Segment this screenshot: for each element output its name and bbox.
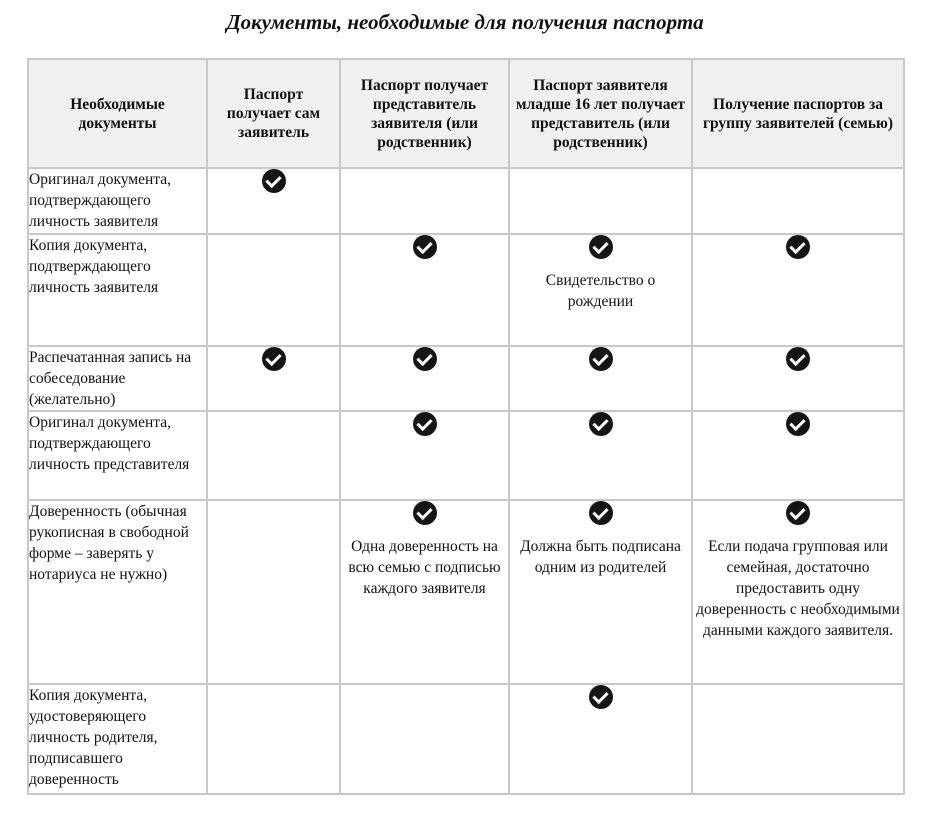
header-required-documents: Необходимые документы	[28, 59, 207, 168]
cell-group-family	[692, 684, 904, 794]
cell-representative	[340, 411, 509, 500]
cell-under-16	[509, 684, 692, 794]
cell-group-family	[692, 234, 904, 346]
check-circle-icon	[589, 412, 613, 436]
cell-under-16	[509, 168, 692, 234]
check-circle-icon	[262, 169, 286, 193]
check-circle-icon	[589, 347, 613, 371]
cell-representative	[340, 346, 509, 411]
header-applicant-self: Паспорт получает сам заявитель	[207, 59, 340, 168]
check-circle-icon	[262, 347, 286, 371]
header-row	[28, 59, 904, 168]
table-row	[28, 168, 904, 234]
row-label: Распечатанная запись на собеседование (желательно)	[28, 346, 207, 411]
cell-applicant-self	[207, 234, 340, 346]
row-label: Оригинал документа, подтверждающего личность заявителя	[28, 168, 207, 234]
cell-representative	[340, 168, 509, 234]
cell-applicant-self	[207, 411, 340, 500]
cell-applicant-self	[207, 500, 340, 684]
cell-group-family	[692, 346, 904, 411]
cell-note: Если подача групповая или семейная, достаточно предоставить одну доверенность с необходимыми данными каждого заявителя.	[696, 538, 900, 639]
cell-under-16	[509, 411, 692, 500]
cell-applicant-self	[207, 684, 340, 794]
check-circle-icon	[786, 347, 810, 371]
header-under-16: Паспорт заявителя младше 16 лет получает представитель (или родственник)	[509, 59, 692, 168]
table-row	[28, 234, 904, 346]
row-label: Копия документа, подтверждающего личность заявителя	[28, 234, 207, 346]
table-row	[28, 411, 904, 500]
cell-group-family	[692, 168, 904, 234]
cell-under-16	[509, 346, 692, 411]
table-row	[28, 500, 904, 684]
cell-note: Одна доверенность на всю семью с подписью каждого заявителя	[348, 538, 501, 597]
row-label: Оригинал документа, подтверждающего личность представителя	[28, 411, 207, 500]
cell-representative	[340, 234, 509, 346]
check-circle-icon	[589, 685, 613, 709]
row-label: Доверенность (обычная рукописная в свободной форме – заверять у нотариуса не нужно)	[28, 500, 207, 684]
documents-table	[27, 58, 905, 795]
cell-under-16	[509, 500, 692, 684]
cell-applicant-self	[207, 346, 340, 411]
header-representative: Паспорт получает представитель заявителя (или родственник)	[340, 59, 509, 168]
page-title: Документы, необходимые для получения паспорта	[226, 10, 704, 34]
cell-note: Должна быть подписана одним из родителей	[520, 538, 681, 576]
cell-applicant-self	[207, 168, 340, 234]
cell-group-family	[692, 411, 904, 500]
check-circle-icon	[413, 412, 437, 436]
cell-note: Свидетельство о рождении	[545, 272, 656, 310]
header-group-family: Получение паспортов за группу заявителей (семью)	[692, 59, 904, 168]
check-circle-icon	[786, 235, 810, 259]
check-circle-icon	[589, 235, 613, 259]
check-circle-icon	[786, 412, 810, 436]
check-circle-icon	[786, 501, 810, 525]
table-row	[28, 684, 904, 794]
cell-group-family	[692, 500, 904, 684]
check-circle-icon	[589, 501, 613, 525]
cell-under-16	[509, 234, 692, 346]
cell-representative	[340, 684, 509, 794]
row-label: Копия документа, удостоверяющего личность родителя, подписавшего доверенность	[28, 684, 207, 794]
table-row	[28, 346, 904, 411]
check-circle-icon	[413, 347, 437, 371]
check-circle-icon	[413, 235, 437, 259]
check-circle-icon	[413, 501, 437, 525]
cell-representative	[340, 500, 509, 684]
